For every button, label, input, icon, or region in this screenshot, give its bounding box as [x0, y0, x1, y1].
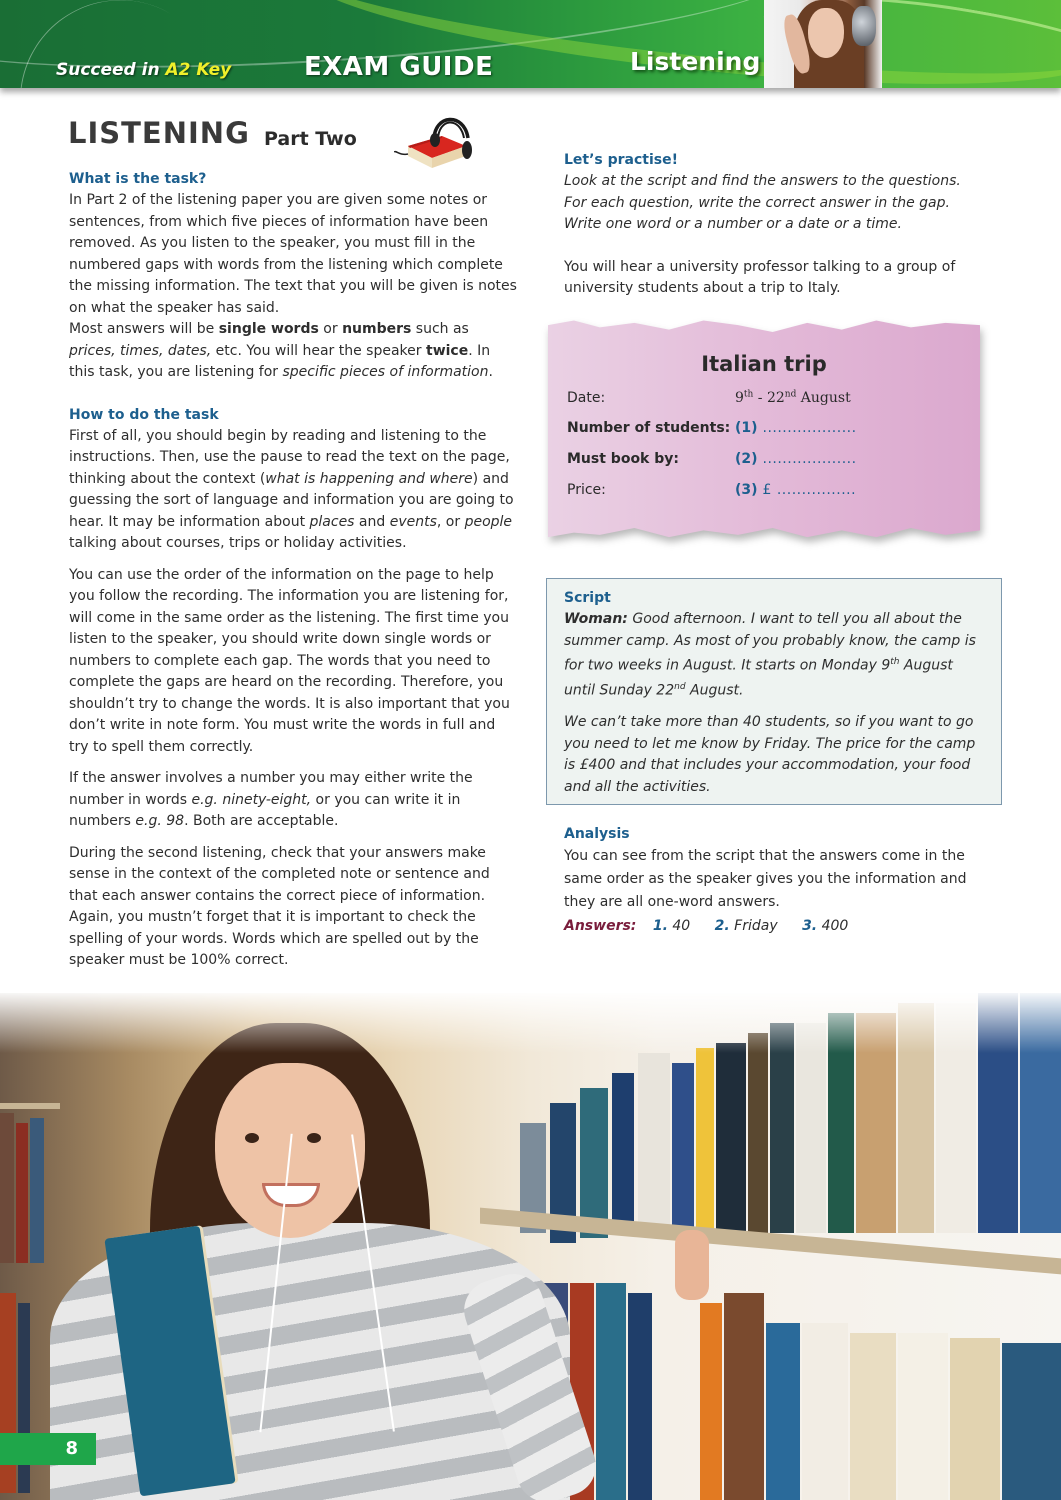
script-heading: Script [564, 590, 611, 606]
italian-trip-note-card [548, 316, 980, 544]
analysis-heading: Analysis [564, 826, 630, 842]
answer-number: 2. [714, 918, 730, 934]
spacer [69, 384, 519, 405]
text: August. [685, 682, 744, 699]
italic-text: prices, times, dates, [69, 342, 212, 359]
book [770, 1023, 794, 1233]
text: August [796, 389, 851, 406]
superscript: th [890, 657, 900, 667]
book [696, 1048, 714, 1233]
script-paragraph-1 [564, 609, 984, 702]
italic-text: places [309, 513, 355, 530]
text: 9 [735, 389, 744, 406]
book [766, 1323, 800, 1500]
paragraph-how-intro [69, 426, 519, 555]
photo-face [808, 8, 844, 58]
superscript: th [743, 389, 754, 399]
answer-3 [802, 918, 848, 934]
answers-line [564, 915, 994, 938]
bold-text: single words [218, 321, 319, 337]
note-row-number-of-students [567, 420, 857, 436]
text: . In this task, you are listening for [69, 342, 491, 380]
paragraph-numbers [69, 768, 519, 833]
photo-fade [0, 993, 1061, 1053]
book [672, 1063, 694, 1233]
answer-value: 400 [817, 918, 849, 934]
spacer [69, 758, 519, 768]
book [748, 1033, 768, 1233]
shelf [0, 1103, 60, 1109]
answer-number: 1. [652, 918, 668, 934]
text: First of all, you should begin by reading and listening to the instructions. Then, use the pause to read the text on the page, thinking about the context ( [69, 427, 510, 487]
text: and [354, 513, 390, 530]
book [898, 1333, 948, 1500]
speaker-label: Woman: [564, 611, 628, 627]
answer-number: 3. [802, 918, 818, 934]
book [0, 1113, 14, 1263]
text: . Both are acceptable. [184, 813, 339, 829]
spacer [69, 833, 519, 843]
analysis-section [564, 824, 994, 938]
script-paragraph-2: We can’t take more than 40 students, so if you want to go you need to let me know by Friday. The price for the camp is £400 and that includes your accommodation, your food and all the activities. [564, 714, 976, 795]
practise-intro: You will hear a university professor talking to a group of university students about a trip to Italy. [564, 258, 956, 296]
book [1002, 1343, 1061, 1500]
book [628, 1293, 652, 1500]
answer-2 [715, 918, 778, 934]
italic-text: people [464, 513, 513, 530]
answer-value: Friday [729, 918, 778, 934]
script-box [546, 578, 1002, 805]
book [802, 1323, 848, 1500]
answer-gap-3[interactable]: £ ................ [757, 482, 857, 498]
note-row-date [567, 389, 851, 406]
text: August until Sunday 22 [564, 657, 953, 699]
paragraph-answers-types [69, 319, 519, 384]
book [716, 1043, 746, 1233]
bold-text: numbers [342, 321, 412, 337]
book-headphones-icon [394, 110, 484, 174]
bold-text: twice [426, 342, 469, 359]
text: or [318, 321, 343, 337]
series-level: A2 Key [165, 60, 232, 80]
book [612, 1073, 634, 1233]
text: , or [436, 513, 465, 530]
heading-lets-practise: Let’s practise! [564, 152, 679, 168]
note-row-price [567, 482, 856, 498]
headphones-icon [852, 6, 876, 46]
book [596, 1283, 626, 1500]
book [16, 1123, 28, 1263]
row-label: Price: [567, 482, 606, 498]
book [796, 1023, 826, 1233]
right-column-intro [564, 150, 984, 300]
section-label: Listening [630, 47, 761, 76]
book [850, 1333, 896, 1500]
practise-instructions: Look at the script and find the answers to the questions. For each question, write the correct answer in the gap. Write one word or a number or a date or a time. [564, 173, 961, 232]
answers-label: Answers: [564, 918, 637, 934]
book [30, 1118, 44, 1263]
text: or you can write it in numbers [69, 791, 461, 829]
book [638, 1053, 670, 1233]
text: ) and guessing the sort of language and information you are going to hear. It may be information about [69, 470, 514, 530]
italic-text: specific pieces of information [282, 364, 489, 380]
spacer [69, 555, 519, 565]
row-label: Date: [567, 389, 606, 406]
answer-1 [653, 918, 690, 934]
text: - 22 [753, 389, 785, 406]
book [950, 1338, 1000, 1500]
series-title [56, 60, 231, 80]
book [724, 1293, 764, 1500]
gap-number: (2) [735, 451, 758, 467]
heading-how-to-do-the-task: How to do the task [69, 406, 219, 423]
spacer [564, 702, 984, 712]
note-title: Italian trip [701, 352, 827, 376]
row-label: Number of students: [567, 420, 731, 436]
superscript: nd [674, 682, 686, 693]
analysis-text: You can see from the script that the answers come in the same order as the speaker gives you the information and they are all one-word answers. [564, 848, 967, 910]
text: talking about courses, trips or holiday activities. [69, 535, 407, 551]
book [580, 1088, 608, 1238]
page-subtitle: Part Two [264, 128, 357, 150]
spacer [564, 236, 984, 257]
text: If the answer involves a number you may either write the number in words [69, 770, 473, 808]
page-number: 8 [0, 1433, 96, 1465]
answer-gap-2[interactable]: ................... [757, 451, 857, 467]
text: such as [411, 321, 469, 337]
header-banner [0, 0, 1061, 88]
series-prefix: Succeed in [56, 60, 166, 80]
row-label: Must book by: [567, 451, 679, 467]
paragraph-order-of-information: You can use the order of the information on the page to help you follow the recording. The information you are listening for, will come in the same order as the listening. The first time you listen to the speaker, you should write down single words or numbers to complete each gap. The words that you need to complete the gaps are heard on the recording. Therefore, you shouldn’t try to change the words. It is also important that you don’t write in note form. You must write the words in full and try to spell them correctly. [69, 566, 510, 755]
left-column [69, 169, 519, 972]
person-hand [675, 1230, 709, 1300]
gap-number: (3) [735, 482, 758, 498]
guide-title: EXAM GUIDE [304, 52, 494, 82]
italic-text: e.g. 98 [135, 813, 185, 829]
answer-gap-1[interactable]: ................... [757, 420, 857, 436]
gap-number: (1) [735, 420, 758, 436]
header-photo-woman-headphones [764, 0, 882, 88]
superscript: nd [784, 389, 797, 399]
text: . [488, 364, 493, 380]
note-row-must-book-by [567, 451, 857, 467]
book [700, 1303, 722, 1500]
text: Most answers will be [69, 321, 219, 337]
heading-what-is-the-task: What is the task? [69, 171, 207, 187]
italic-text: what is happening and where [265, 470, 473, 487]
answer-value: 40 [667, 918, 691, 934]
text: etc. You will hear the speaker [211, 342, 426, 359]
page-title: LISTENING [68, 116, 250, 150]
text: Good afternoon. I want to tell you all about the summer camp. As most of you probably know, the camp is for two weeks in August. It starts on Monday 9 [564, 611, 976, 674]
library-student-photo [0, 993, 1061, 1500]
italic-text: e.g. ninety-eight, [191, 791, 312, 808]
italic-text: events [389, 513, 437, 530]
date-value [735, 390, 851, 406]
paragraph-task-description: In Part 2 of the listening paper you are given some notes or sentences, from which five pieces of information have been removed. As you listen to the speaker, you must fill in the numbered gaps with words from the listening which complete the missing information. The text that you will be given is notes on what the speaker has said. [69, 192, 517, 316]
paragraph-second-listening: During the second listening, check that your answers make sense in the context of the completed note or sentence and that each answer contains the correct piece of information. Again, you mustn’t forget that it is important to check the spelling of your words. Words which are spelled out by the speaker must be 100% correct. [69, 844, 490, 968]
